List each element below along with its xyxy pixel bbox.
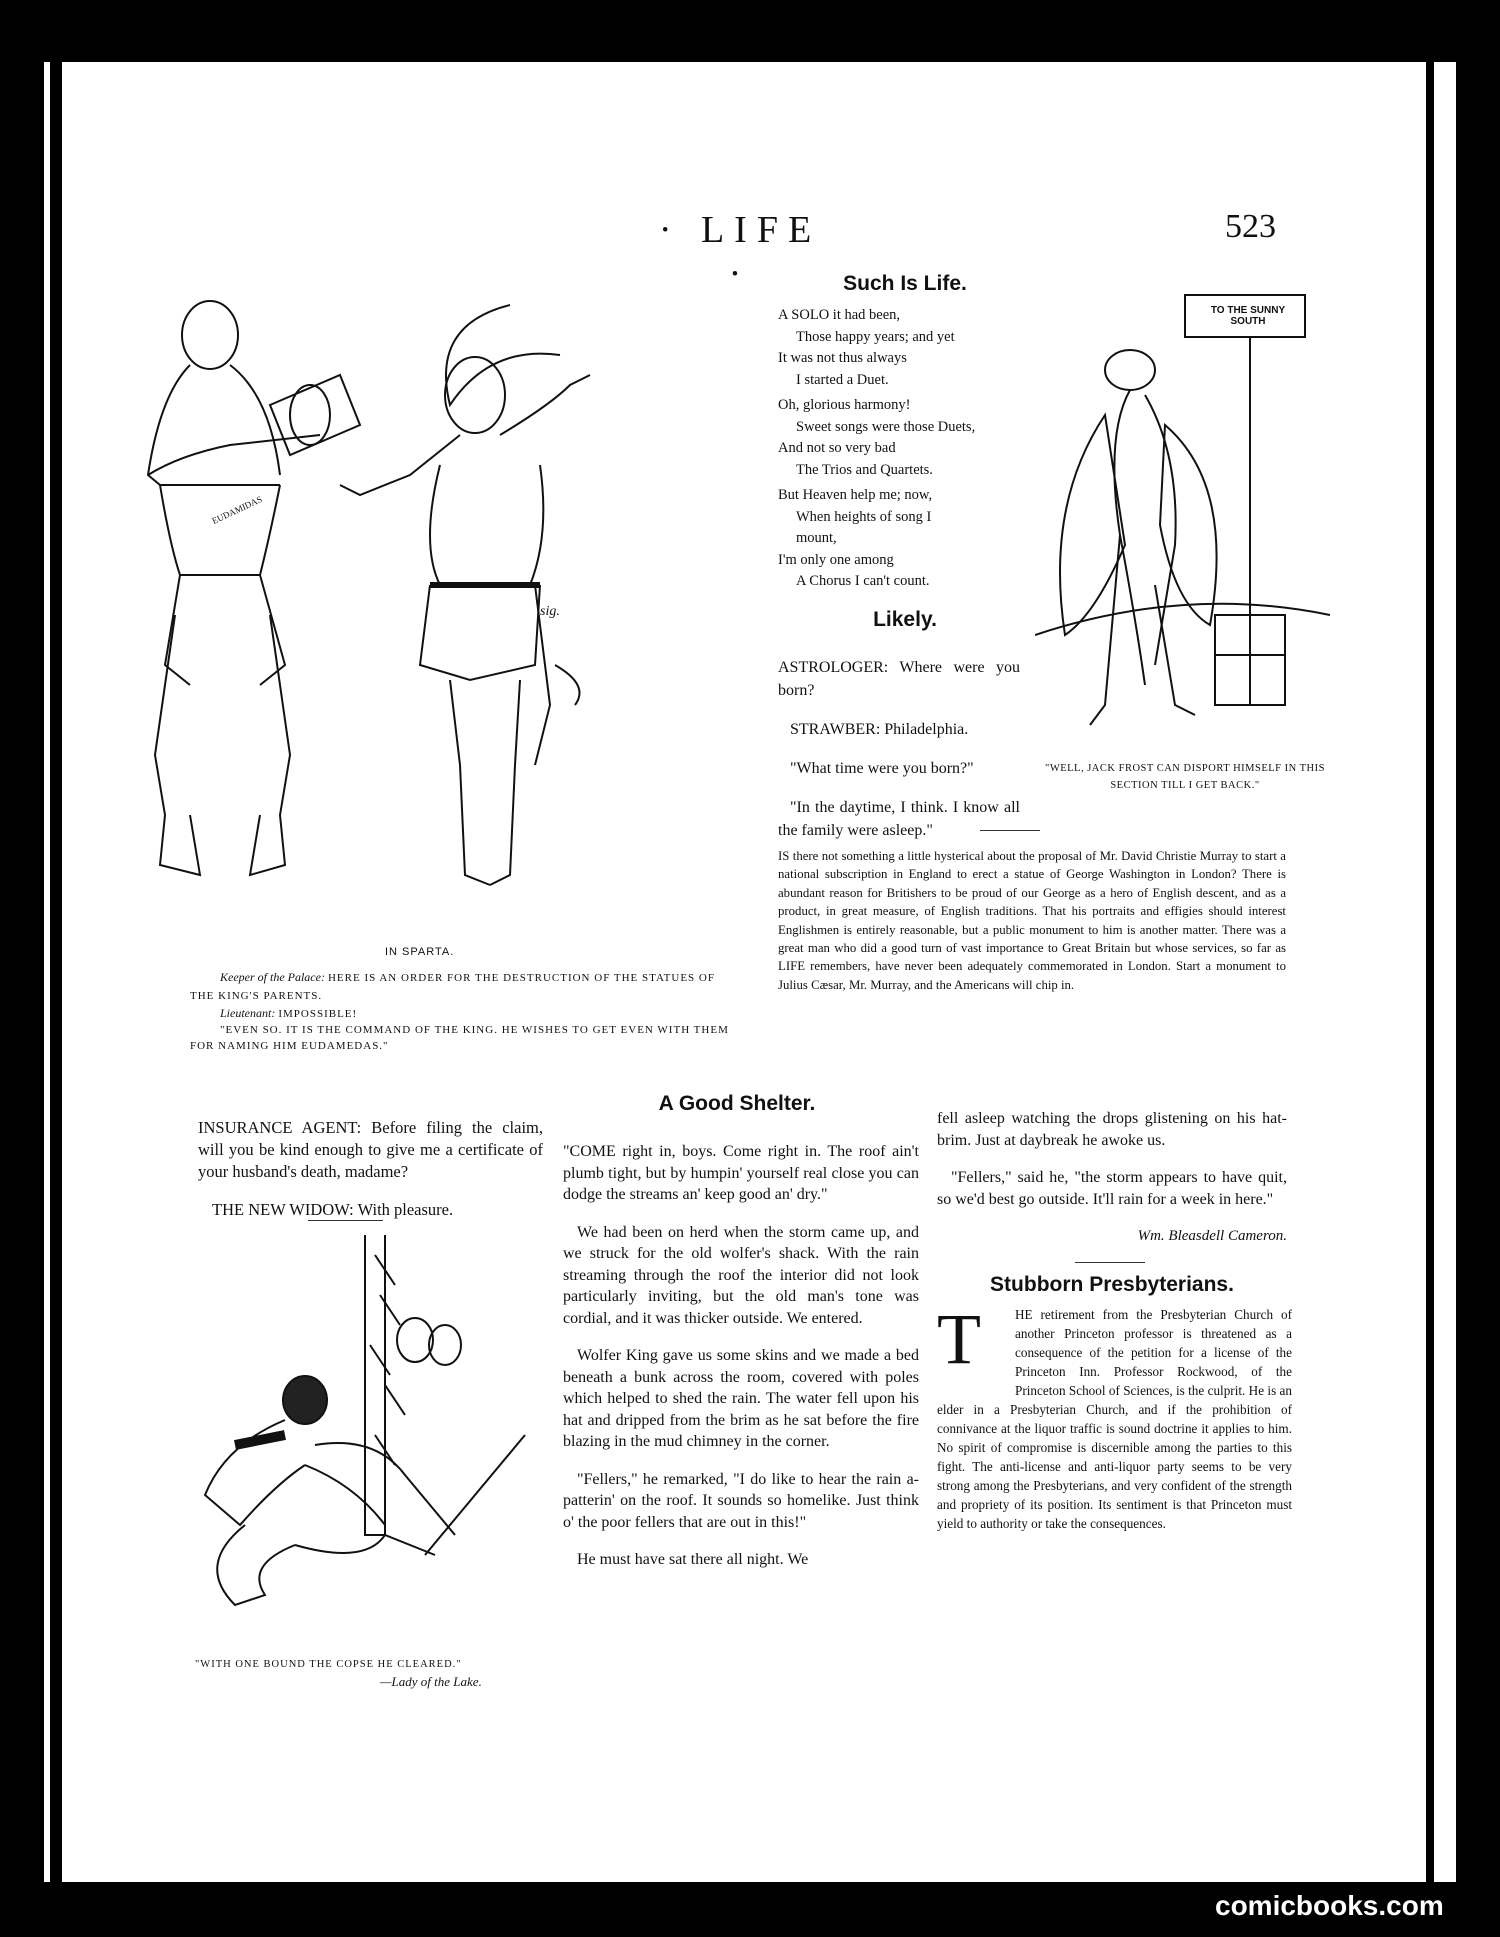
good-shelter-column2	[937, 1092, 1287, 1248]
insurance-joke	[198, 1100, 543, 1238]
insurance-p1: INSURANCE AGENT: Before filing the claim, will you be kind enough to give me a certificate of your husband's death, madame?	[198, 1117, 543, 1181]
keeper-line: HERE IS AN ORDER FOR THE DESTRUCTION OF THE STATUES OF THE KING'S PARENTS.	[190, 972, 715, 1002]
such-is-life-poem	[778, 305, 1053, 593]
insurance-p2: THE NEW WIDOW: With pleasure.	[212, 1200, 454, 1219]
divider	[980, 830, 1040, 831]
scroll-text: EUDAMIDAS	[210, 494, 264, 526]
lieutenant-speaker: Lieutenant:	[220, 1006, 276, 1020]
shelter-p2: We had been on herd when the storm came up, and we struck for the old wolfer's shack. With the rain streaming through the roof the interior did not look particularly inviting, but the old man's tone was cordial, and it was thicker outside. We entered.	[563, 1223, 919, 1327]
lieutenant-line: IMPOSSIBLE!	[278, 1008, 358, 1020]
poem-line: Those happy years; and yet	[796, 328, 955, 345]
shelter-p3: Wolfer King gave us some skins and we made a bed beneath a bunk across the room, covered with poles which helped to shed the rain. The water fell upon his hat and dripped from the brim as he sat before the fire blazing in the mud chimney in the corner.	[563, 1347, 919, 1450]
poem-line: When heights of song I	[796, 508, 932, 525]
presbyterians-paragraph	[937, 1299, 1292, 1533]
drop-cap: T	[937, 1299, 981, 1379]
poem-line: A SOLO it had been,	[778, 307, 901, 323]
page-number: 523	[1225, 208, 1276, 245]
such-is-life-title: Such Is Life.	[843, 272, 967, 295]
mosquito-illustration	[1035, 285, 1330, 755]
poem-line: I started a Duet.	[796, 371, 889, 388]
presbyterians-text: HE retirement from the Presbyterian Church of another Princeton professor is threatened as a consequence of the petition for a license of the Princeton Inn. Professor Rockwood, of the Princeton School of Sciences, is the culprit. He is an elder in a Presbyterian Church, and if the prohibition of connivance at the liquor traffic is sound doctrine it applies to him. No spirit of compromise is discernible among the parties to this fight. The anti-license and anti-liquor party seems to be very strong among the Presbyterians, and very confident of the strength and propriety of its position. Its sentiment is that Princeton must yield to authority or take the consequences.	[937, 1307, 1292, 1531]
shelter-p4: "Fellers," he remarked, "I do like to hear the rain a-patterin' on the roof. It sounds so homelike. Just think o' the poor fellers that are out in this!"	[563, 1470, 919, 1531]
likely-p4: "In the daytime, I think. I know all the family were asleep."	[778, 799, 1020, 839]
page-frame-right	[1426, 62, 1434, 1882]
bound-illustration	[135, 1235, 545, 1655]
statue-paragraph: IS there not something a little hysterical about the proposal of Mr. David Christie Murray to start a national subscription in England to erect a statue of George Washington in London? There is abundant reason for Britishers to be proud of our George as a hero of English descent, and as a product, in great measure, of English traditions. That his portraits and effigies should interest Englishmen is entirely reasonable, but a public monument to him is another matter. There was a great man who did a good turn of vast importance to Great Britain but whose services, so far as LIFE remembers, have never been adequately commemorated in London. Start a monument to Julius Cæsar, Mr. Murray, and the Americans will chip in.	[778, 849, 1286, 992]
keeper-speaker: Keeper of the Palace:	[220, 970, 325, 984]
king-command-line: "EVEN SO. IT IS THE COMMAND OF THE KING. HE WISHES TO GET EVEN WITH THEM FOR NAMING HIM EUDAMEDAS."	[190, 1024, 729, 1052]
left-page-edge	[44, 62, 50, 1882]
divider	[308, 1220, 383, 1221]
shelter-p6: fell asleep watching the drops glistening on his hat-brim. Just at daybreak he awoke us.	[937, 1110, 1287, 1149]
shelter-credit: Wm. Bleasdell Cameron.	[1137, 1228, 1287, 1244]
likely-title: Likely.	[873, 608, 937, 631]
shelter-p5: He must have sat there all night. We	[577, 1551, 809, 1568]
poem-line: Oh, glorious harmony!	[778, 397, 911, 413]
divider	[1075, 1262, 1145, 1263]
sparta-dialogue	[190, 968, 740, 1054]
likely-text	[778, 640, 1020, 858]
shelter-p7: "Fellers," said he, "the storm appears to have quit, so we'd best go outside. It'll rain for a week in here."	[937, 1169, 1287, 1208]
poem-line: Sweet songs were those Duets,	[796, 418, 976, 435]
poem-line: A Chorus I can't count.	[796, 573, 930, 589]
poem-line: I'm only one among	[778, 551, 894, 568]
presbyterians-title: Stubborn Presbyterians.	[990, 1273, 1234, 1296]
sparta-caption-title: IN SPARTA.	[385, 946, 455, 958]
shelter-p1: "COME right in, boys. Come right in. The roof ain't plumb tight, but by humpin' yourself real close you can dodge the streams an' keep good an' dry."	[563, 1143, 919, 1203]
poem-line: But Heaven help me; now,	[778, 487, 933, 503]
signpost-text: TO THE SUNNY SOUTH	[1210, 305, 1286, 327]
likely-p2: STRAWBER: Philadelphia.	[790, 721, 969, 738]
poem-line: It was not thus always	[778, 350, 907, 366]
sparta-illustration	[120, 285, 730, 945]
likely-p3: "What time were you born?"	[790, 760, 974, 777]
mosquito-caption: "WELL, JACK FROST CAN DISPORT HIMSELF IN THIS SECTION TILL I GET BACK."	[1045, 763, 1325, 791]
watermark: comicbooks.com	[1215, 1890, 1444, 1921]
poem-line: mount,	[796, 530, 837, 546]
good-shelter-column1	[563, 1125, 919, 1587]
svg-text:sig.: sig.	[540, 604, 560, 619]
bound-caption: "WITH ONE BOUND THE COPSE HE CLEARED."	[195, 1659, 462, 1670]
poem-line: And not so very bad	[778, 440, 896, 456]
good-shelter-title: A Good Shelter.	[658, 1092, 816, 1115]
bound-source: —Lady of the Lake.	[380, 1674, 482, 1689]
poem-line: The Trios and Quartets.	[796, 461, 933, 478]
masthead-title: · LIFE ·	[658, 209, 822, 295]
likely-p1: ASTROLOGER: Where were you born?	[778, 659, 1020, 699]
